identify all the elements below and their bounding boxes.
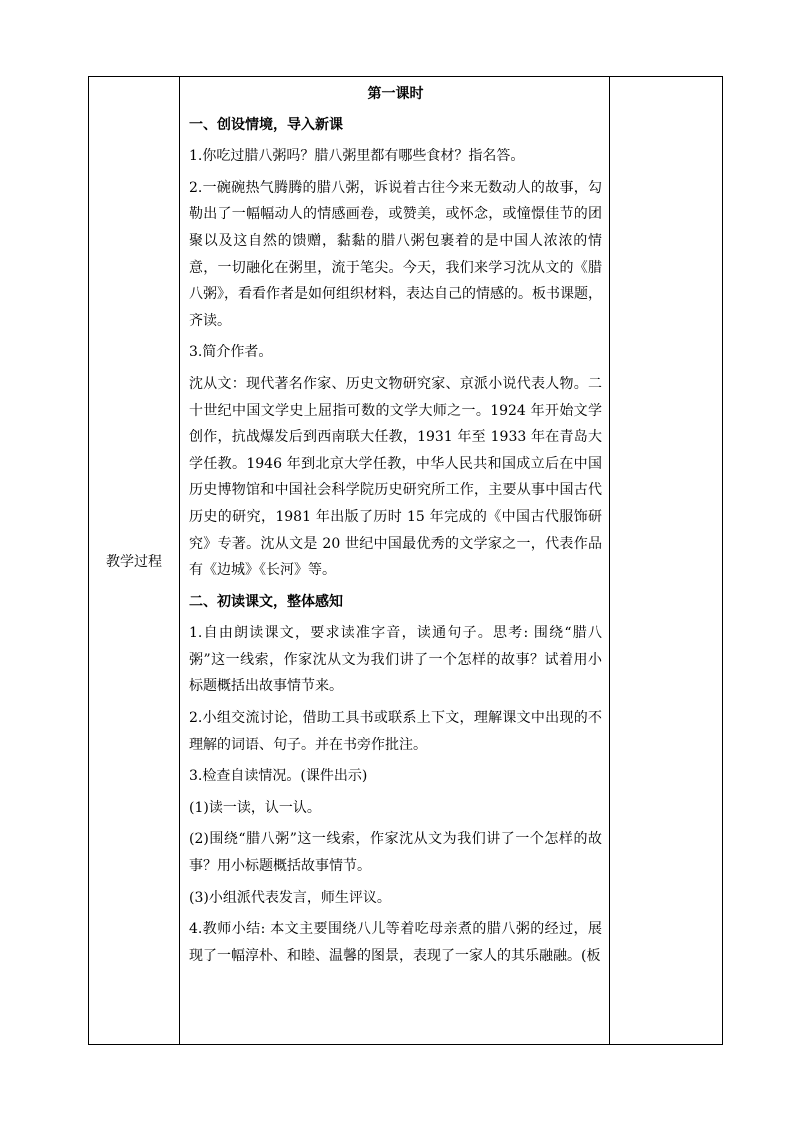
section-label: 教学过程: [106, 553, 162, 570]
paragraph: 2.小组交流讨论，借助工具书或联系上下文，理解课文中出现的不理解的词语、句子。并在书旁作批注。: [189, 710, 602, 753]
notes-cell: [610, 77, 723, 1045]
paragraph: 2.一碗碗热气腾腾的腊八粥，诉说着古往今来无数动人的故事，勾勒出了一幅幅动人的情感画卷，或赞美，或怀念，或憧憬佳节的团聚以及这自然的馈赠，黏黏的腊八粥包裹着的是中国人浓浓的情意，一切融化在粥里，流于笔尖。今天，我们来学习沈从文的《腊八粥》，看看作者是如何组织材料，表达自己的情感的。板书课题，齐读。: [189, 179, 602, 329]
paragraph: (3)小组派代表发言，师生评议。: [189, 889, 391, 906]
paragraph: 4.教师小结: 本文主要围绕八儿等着吃母亲煮的腊八粥的经过，展现了一幅淳朴、和睦、温馨的图景，表现了一家人的其乐融融。(板: [189, 921, 602, 964]
section-label-cell: [89, 77, 180, 1045]
paragraph: (2)围绕“腊八粥”这一线索，作家沈从文为我们讲了一个怎样的故事？用小标题概括故事情节。: [189, 831, 602, 875]
section-heading: 二、初读课文，整体感知: [189, 593, 343, 610]
table-row: [89, 77, 723, 1045]
lesson-content: [180, 77, 609, 1042]
lesson-title: 第一课时: [367, 86, 424, 102]
paragraph: (1)读一读，认一认。: [189, 799, 321, 816]
lesson-plan-table: [88, 76, 723, 1045]
section-heading: 一、创设情境，导入新课: [189, 116, 343, 133]
paragraph: 1.你吃过腊八粥吗？腊八粥里都有哪些食材？指名答。: [189, 148, 525, 165]
paragraph: 3.简介作者。: [189, 344, 273, 361]
paragraph: 3.检查自读情况。(课件出示): [189, 768, 368, 785]
paragraph: 1.自由朗读课文，要求读准字音，读通句子。思考: 围绕“腊八粥”这一线索，作家沈从文为我们讲了一个怎样的故事？试着用小标题概括出故事情节来。: [189, 625, 602, 695]
paragraph: 沈从文：现代著名作家、历史文物研究家、京派小说代表人物。二十世纪中国文学史上屈指可数的文学大师之一。1924 年开始文学创作，抗战爆发后到西南联大任教，1931 年至 1933 年在青岛大学任教。1946 年到北京大学任教，中华人民共和国成立后在中国历史博物馆和中国社会科学院历史研究所工作，主要从事中国古代历史的研究，1981 年出版了历时 15 年完成的《中国古代服饰研究》专著。沈从文是 20 世纪中国最优秀的文学家之一，代表作品有《边城》《长河》等。: [189, 375, 602, 579]
content-cell: [180, 77, 610, 1045]
